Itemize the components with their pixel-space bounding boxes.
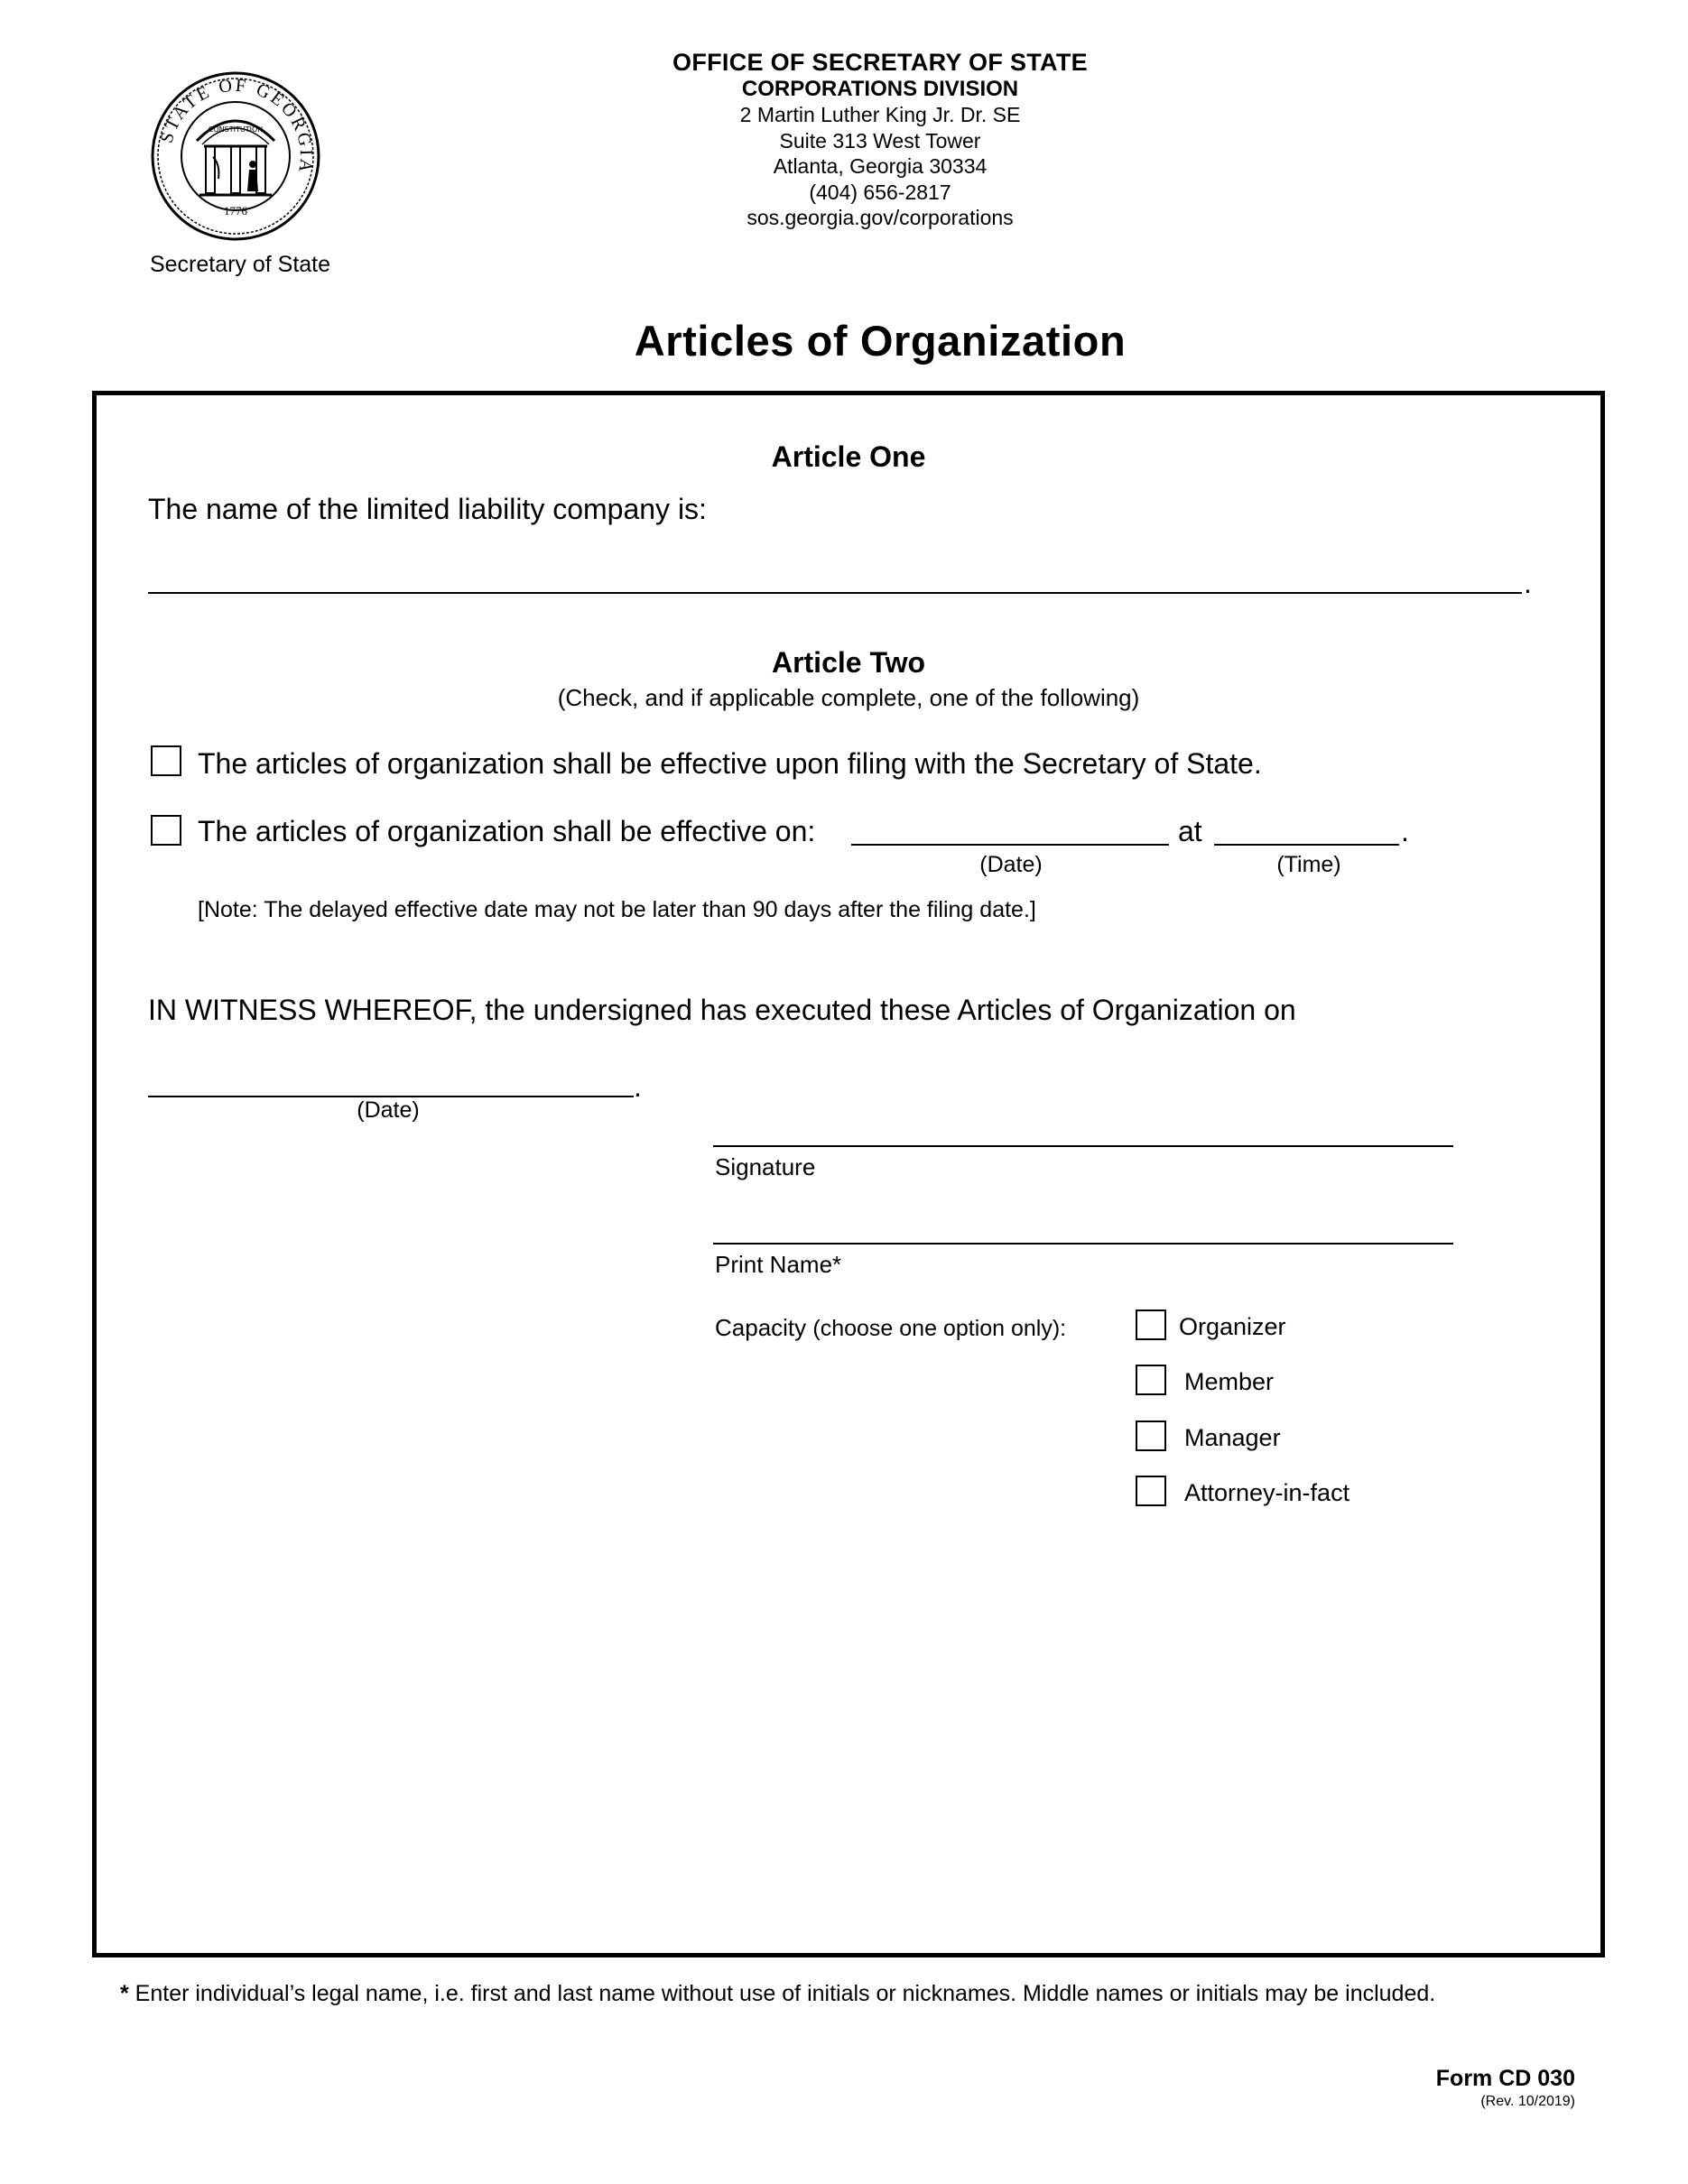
capacity-manager-label: Manager — [1184, 1424, 1281, 1451]
georgia-seal-icon — [150, 70, 321, 242]
seal-caption: Secretary of State — [149, 252, 331, 277]
company-name-input[interactable] — [153, 558, 1507, 592]
delayed-date-note: [Note: The delayed effective date may not be later than 90 days after the filing date.] — [198, 897, 1036, 922]
effective-on-date-checkbox[interactable] — [151, 815, 181, 846]
capacity-attorney-label: Attorney-in-fact — [1184, 1479, 1350, 1506]
form-number: Form CD 030 — [1435, 2066, 1575, 2091]
capacity-member-checkbox[interactable] — [1136, 1365, 1166, 1395]
legal-name-footnote — [120, 1981, 1609, 2007]
effective-on-date-label: The articles of organization shall be effective on: — [198, 815, 816, 847]
capacity-manager-checkbox[interactable] — [1136, 1421, 1166, 1451]
effective-time-caption: (Time) — [1276, 852, 1341, 877]
execution-date-caption: (Date) — [357, 1097, 420, 1123]
capacity-label — [715, 1314, 1066, 1342]
execution-date-period: . — [634, 1070, 642, 1103]
article-two-instruction: (Check, and if applicable complete, one of the following) — [557, 684, 1140, 711]
office-name: OFFICE OF SECRETARY OF STATE — [672, 49, 1088, 76]
article-two-heading: Article Two — [771, 646, 926, 679]
division-name: CORPORATIONS DIVISION — [741, 77, 1019, 101]
address-line-1: 2 Martin Luther King Jr. Dr. SE — [739, 103, 1021, 126]
effective-date-input[interactable] — [851, 844, 1169, 846]
signature-label: Signature — [715, 1153, 816, 1180]
print-name-input[interactable] — [713, 1243, 1453, 1245]
form-box — [92, 391, 1605, 1957]
company-name-line — [148, 592, 1522, 594]
footnote-text: Enter individual’s legal name, i.e. first and last name without use of initials or nicknames. Middle names or initials may be included. — [128, 1981, 1436, 2006]
article-one-heading: Article One — [771, 440, 926, 473]
capacity-organizer-checkbox[interactable] — [1136, 1309, 1166, 1340]
effective-date-caption: (Date) — [979, 852, 1043, 877]
effective-time-period: . — [1401, 815, 1409, 847]
seal-banner-text: CONSTITUTION — [208, 125, 264, 134]
article-one-prompt: The name of the limited liability company is: — [148, 493, 707, 525]
office-header — [519, 50, 1241, 231]
address-line-3: Atlanta, Georgia 30334 — [773, 154, 988, 178]
capacity-organizer-label: Organizer — [1179, 1313, 1286, 1340]
seal-year: 1776 — [224, 204, 247, 217]
state-seal — [150, 70, 321, 242]
address-line-2: Suite 313 West Tower — [779, 128, 981, 153]
form-revision: (Rev. 10/2019) — [1480, 2094, 1575, 2109]
capacity-attorney-checkbox[interactable] — [1136, 1476, 1166, 1506]
capacity-member-label: Member — [1184, 1368, 1275, 1395]
office-website: sos.georgia.gov/corporations — [747, 206, 1014, 229]
seal-ring-text: STATE OF GEORGIA — [156, 75, 317, 177]
print-name-label: Print Name* — [715, 1251, 842, 1278]
footnote-marker: * — [120, 1981, 129, 2006]
document-title: Articles of Organization — [634, 317, 1127, 365]
witness-statement: IN WITNESS WHEREOF, the undersigned has executed these Articles of Organization on — [148, 994, 1296, 1026]
effective-time-input[interactable] — [1214, 844, 1399, 846]
capacity-label-text: Capacity — [715, 1314, 807, 1341]
office-phone: (404) 656-2817 — [809, 180, 951, 204]
effective-upon-filing-label: The articles of organization shall be effective upon filing with the Secretary of State. — [198, 747, 1262, 780]
capacity-hint: (choose one option only): — [812, 1316, 1067, 1341]
signature-input[interactable] — [713, 1145, 1453, 1147]
company-name-period: . — [1524, 567, 1532, 599]
effective-upon-filing-checkbox[interactable] — [151, 745, 181, 776]
at-label: at — [1178, 815, 1202, 847]
